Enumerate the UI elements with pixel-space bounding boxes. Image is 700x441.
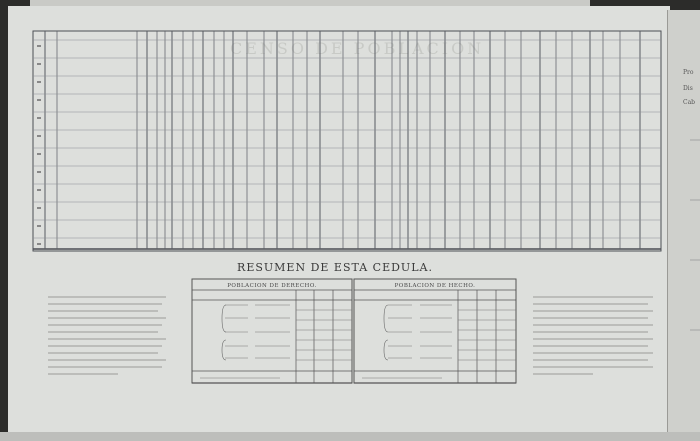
bracket-mark — [222, 340, 226, 360]
side-label-1: Pro — [683, 69, 694, 76]
row-number-mark — [37, 171, 41, 173]
side-label-3: Cab — [683, 99, 696, 106]
summary-brackets — [222, 305, 388, 360]
row-number-mark — [37, 99, 41, 101]
row-number-mark — [37, 243, 41, 245]
bracket-mark — [384, 305, 388, 332]
summary-title: RESUMEN DE ESTA CEDULA. — [237, 261, 433, 274]
row-number-mark — [37, 189, 41, 191]
side-label-2: Dis — [683, 85, 693, 92]
instructions-left — [48, 297, 166, 374]
table-derecho — [192, 279, 352, 383]
row-numbers — [37, 45, 41, 245]
ledger-grid — [33, 31, 661, 251]
row-number-mark — [37, 135, 41, 137]
bracket-mark — [222, 305, 226, 332]
row-number-mark — [37, 81, 41, 83]
ledger-rows — [33, 40, 661, 238]
side-rules — [690, 140, 700, 330]
ledger-columns — [45, 31, 640, 249]
bracket-mark — [384, 340, 388, 360]
table-hecho-title: POBLACION DE HECHO. — [394, 283, 476, 289]
row-number-mark — [37, 45, 41, 47]
ghost-header: CENSO DE POBLACION — [230, 39, 485, 58]
table-hecho — [354, 279, 516, 383]
summary-table-rows — [200, 305, 516, 378]
row-number-mark — [37, 225, 41, 227]
row-number-mark — [37, 207, 41, 209]
row-number-mark — [37, 63, 41, 65]
instructions-right — [533, 297, 653, 374]
row-number-mark — [37, 117, 41, 119]
row-number-mark — [37, 153, 41, 155]
table-derecho-title: POBLACION DE DERECHO. — [227, 283, 317, 289]
